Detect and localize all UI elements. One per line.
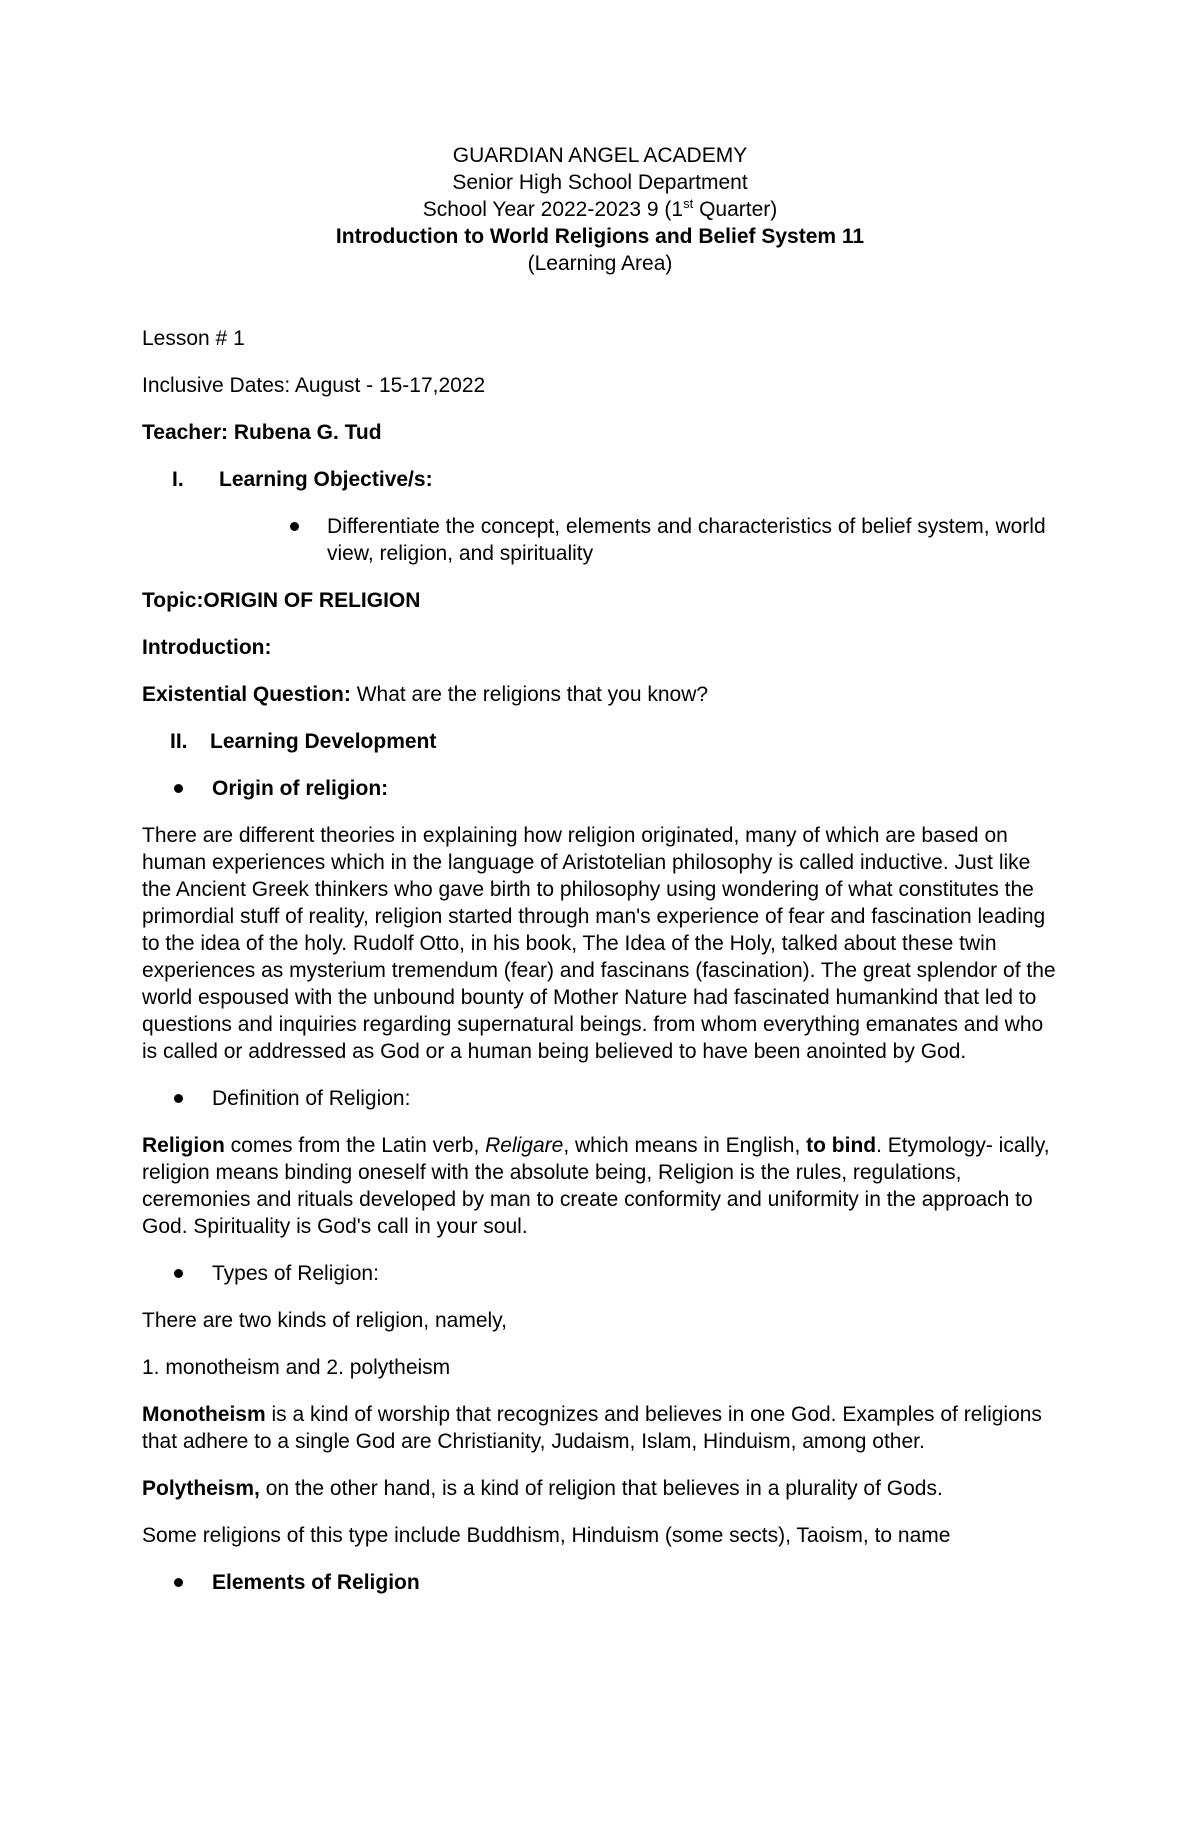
section-number: I. xyxy=(172,468,184,491)
bullet-icon xyxy=(142,775,212,802)
types-intro: There are two kinds of religion, namely, xyxy=(142,1309,507,1332)
course-title: Introduction to World Religions and Belief System 11 xyxy=(335,225,865,248)
department-name: Senior High School Department xyxy=(452,171,748,194)
lesson-number: Lesson # 1 xyxy=(142,327,245,350)
introduction-heading: Introduction: xyxy=(142,636,272,659)
bullet-icon xyxy=(142,1085,212,1112)
document-body xyxy=(142,325,1062,1616)
origin-paragraph: There are different theories in explaining how religion originated, many of which are based on human experiences which in the language of Aristotelian philosophy is called inductive. Just like the Ancient Greek thinkers who gave birth to philosophy using wondering of what constitutes the primordial stuff of reality, religion started through man's experience of fear and fascination leading to the idea of the holy. Rudolf Otto, in his book, The Idea of the Holy, talked about these twin experiences as mysterium tremendum (fear) and fascinans (fascination). The great splendor of the world espoused with the unbound bounty of Mother Nature had fascinated humankind that led to questions and inquiries regarding supernatural beings. from whom everything emanates and who is called or addressed as God or a human being believed to have been anointed by God. xyxy=(142,824,1056,1063)
section-title: Learning Objective/s: xyxy=(219,468,433,491)
bullet-icon xyxy=(142,1569,212,1596)
section-title: Learning Development xyxy=(210,730,437,753)
elements-heading: Elements of Religion xyxy=(142,1569,1062,1596)
learning-area: (Learning Area) xyxy=(527,252,673,275)
teacher-name: Teacher: Rubena G. Tud xyxy=(142,421,382,444)
school-name: GUARDIAN ANGEL ACADEMY xyxy=(452,144,748,167)
section-learning-development xyxy=(142,728,1062,755)
polytheism-examples: Some religions of this type include Buddhism, Hinduism (some sects), Taoism, to name xyxy=(142,1524,951,1547)
bullet-icon xyxy=(142,513,327,567)
origin-heading: Origin of religion: xyxy=(142,775,1062,802)
polytheism-paragraph: Polytheism, on the other hand, is a kind of religion that believes in a plurality of Gods. xyxy=(142,1477,943,1500)
section-learning-objectives xyxy=(142,466,1062,493)
document-header xyxy=(0,142,1200,277)
bullet-icon xyxy=(142,1260,212,1287)
section-number: II. xyxy=(170,730,188,753)
inclusive-dates: Inclusive Dates: August - 15-17,2022 xyxy=(142,374,486,397)
definition-paragraph: Religion comes from the Latin verb, Religare, which means in English, to bind. Etymology- ically, religion means binding oneself with the absolute being, Religion is the rules, regulations, ceremonies and rituals developed by man to create conformity and uniformity in the approach to God. Spirituality is God's call in your soul. xyxy=(142,1134,1050,1238)
definition-heading: Definition of Religion: xyxy=(142,1085,1062,1112)
types-heading: Types of Religion: xyxy=(142,1260,1062,1287)
school-year: School Year 2022-2023 9 (1st Quarter) xyxy=(422,196,778,221)
topic: Topic:ORIGIN OF RELIGION xyxy=(142,589,421,612)
objective-item: Differentiate the concept, elements and characteristics of belief system, world view, religion, and spirituality xyxy=(142,513,1062,567)
types-list: 1. monotheism and 2. polytheism xyxy=(142,1356,451,1379)
existential-question: Existential Question: What are the religions that you know? xyxy=(142,683,709,706)
monotheism-paragraph: Monotheism is a kind of worship that recognizes and believes in one God. Examples of religions that adhere to a single God are Christianity, Judaism, Islam, Hinduism, among other. xyxy=(142,1403,1042,1453)
